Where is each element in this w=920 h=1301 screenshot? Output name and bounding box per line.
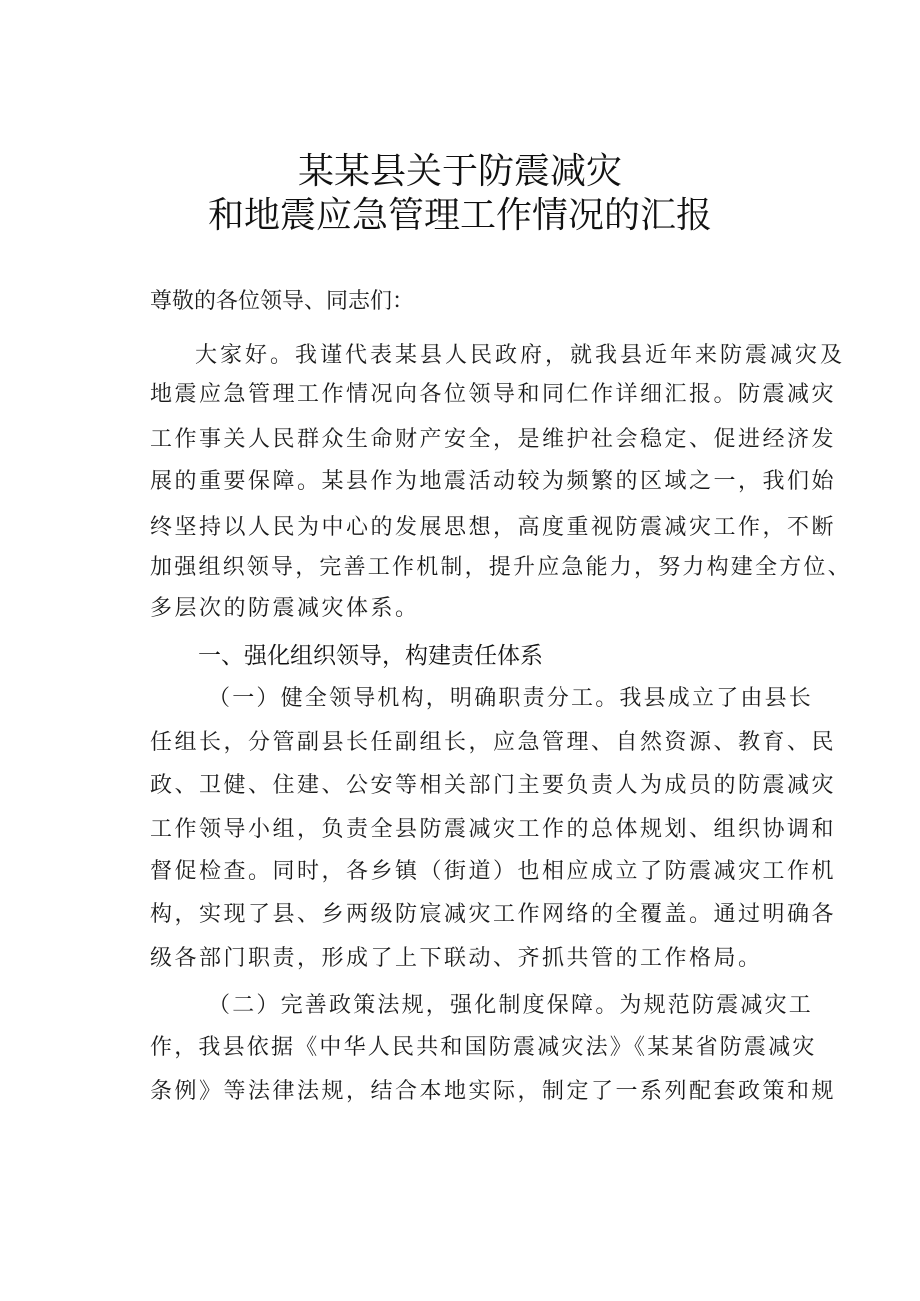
paragraph-line: 政、卫健、住建、公安等相关部门主要负责人为成员的防震减灾 — [150, 773, 837, 798]
paragraph-line: 工作领导小组，负责全县防震减灾工作的总体规划、组织协调和 — [150, 817, 837, 842]
section-heading: 一、强化组织领导，构建责任体系 — [198, 643, 543, 669]
paragraph-line: 作，我县依据《中华人民共和国防震减灾法》《某某省防震减灾 — [150, 1035, 817, 1060]
paragraph-line: 多层次的防震减灾体系。 — [150, 596, 420, 621]
paragraph-line: 大家好。我谨代表某县人民政府，就我县近年来防震减灾及 — [195, 343, 846, 368]
paragraph-line: 工作事关人民群众生命财产安全，是维护社会稳定、促进经济发 — [150, 427, 837, 452]
paragraph-line: 条例》等法律法规，结合本地实际，制定了一系列配套政策和规 — [150, 1079, 837, 1104]
paragraph-line: （一）健全领导机构，明确职责分工。我县成立了由县长 — [208, 686, 814, 711]
document-title-line-1: 某某县关于防震减灾 — [297, 151, 622, 192]
salutation: 尊敬的各位领导、同志们： — [150, 289, 415, 314]
paragraph-line: 任组长，分管副县长任副组长，应急管理、自然资源、教育、民 — [150, 730, 837, 755]
paragraph-line: 展的重要保障。某县作为地震活动较为频繁的区域之一，我们始 — [150, 469, 837, 494]
paragraph-line: 级各部门职责，形成了上下联动、齐抓共管的工作格局。 — [150, 946, 763, 971]
paragraph-line: 地震应急管理工作情况向各位领导和同仁作详细汇报。防震减灾 — [150, 382, 837, 407]
document-title-line-2: 和地震应急管理工作情况的汇报 — [207, 195, 712, 236]
paragraph-line: 督促检查。同时，各乡镇（街道）也相应成立了防震减灾工作机 — [150, 859, 837, 884]
paragraph-line: 终坚持以人民为中心的发展思想，高度重视防震减灾工作，不断 — [150, 515, 837, 540]
paragraph-line: 加强组织领导，完善工作机制，提升应急能力，努力构建全方位、 — [150, 555, 852, 580]
paragraph-line: 构，实现了县、乡两级防宸减灾工作网络的全覆盖。通过明确各 — [150, 902, 837, 927]
paragraph-line: （二）完善政策法规，强化制度保障。为规范防震减灾工 — [208, 993, 814, 1018]
